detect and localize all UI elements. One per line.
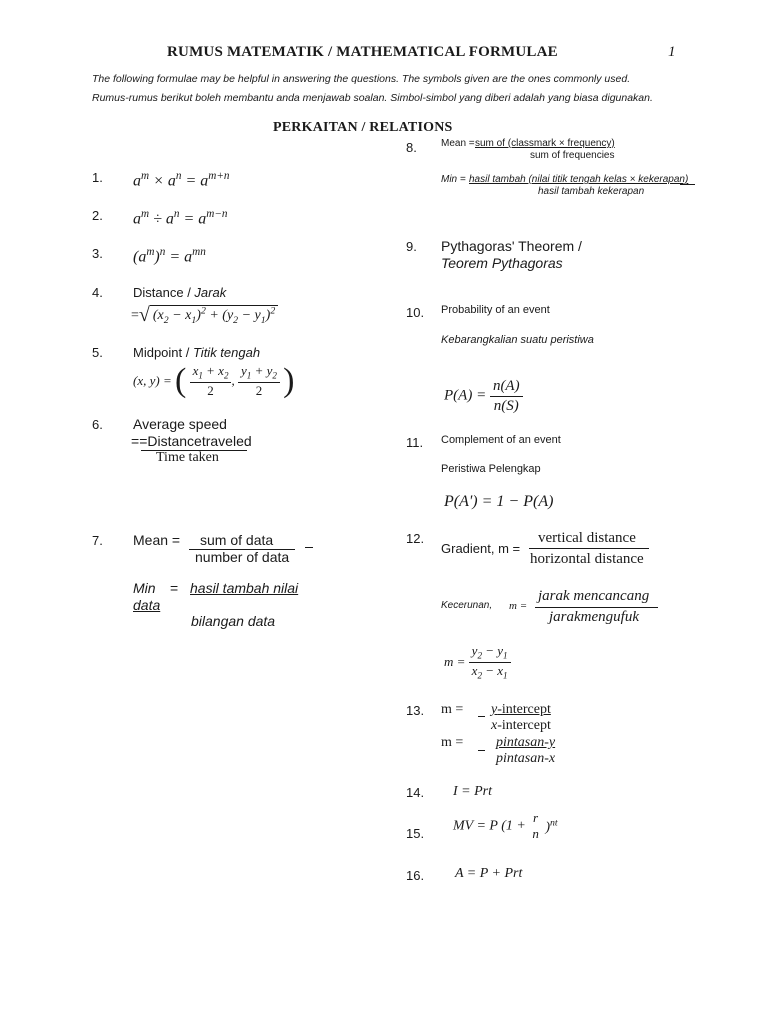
m-intercept-numerator: y-intercept (491, 702, 551, 717)
item-number-12: 12. (406, 531, 425, 546)
item-number-2: 2. (92, 208, 103, 223)
complement-label: Complement of an event (441, 434, 561, 446)
distance-label: Distance / Jarak (133, 285, 227, 300)
min-grouped-label: Min = (441, 174, 466, 185)
min-denominator: bilangan data (191, 613, 276, 629)
formula-power-multiply: $a^m \times a^n = a^{m+n}$ (133, 170, 230, 190)
mean-dash (305, 547, 313, 548)
min-grouped-denominator: hasil tambah kekerapan (538, 186, 645, 197)
formula-power-of-power: $(a^m)^n = a^{mn}$ (133, 246, 206, 266)
intro-malay: Rumus-rumus berikut boleh membantu anda menjawab soalan. Simbol-simbol yang diberi adalah yang biasa digunakan. (92, 92, 653, 104)
item-number-5: 5. (92, 345, 103, 360)
item-number-16: 16. (406, 868, 425, 883)
probability-label: Probability of an event (441, 304, 550, 316)
mean-grouped-denominator: sum of frequencies (530, 150, 615, 161)
pythagoras-label: Pythagoras' Theorem / (441, 238, 582, 254)
kecerunan-label: Kecerunan, (441, 600, 493, 611)
kecerunan-numerator: jarak mencancang (538, 588, 650, 604)
min-numerator-cont: data (133, 597, 161, 613)
probability-label-ms: Kebarangkalian suatu peristiwa (441, 334, 594, 346)
min-label: Min (133, 580, 156, 596)
min-grouped-numerator: hasil tambah (nilai titik tengah kelas × kekerapan) (469, 174, 689, 185)
formula-compound-interest: MV = P (1 + r n )$^{nt}$ (453, 810, 558, 842)
m-intercept-denominator: x-intercept (491, 718, 551, 733)
m-intercept-dash (478, 716, 485, 717)
kecerunan-denominator: jarakmengufuk (549, 609, 639, 625)
mean-grouped-label: Mean = (441, 138, 475, 149)
m-pintasan-denominator: pintasan-x (496, 751, 556, 766)
item-number-9: 9. (406, 239, 417, 254)
formula-complement: P(A') = 1 − P(A) (444, 493, 554, 510)
item-number-4: 4. (92, 285, 103, 300)
formula-simple-interest: I = Prt (453, 784, 492, 799)
section-title: PERKAITAN / RELATIONS (273, 120, 453, 135)
item-number-7: 7. (92, 533, 103, 548)
gradient-fraction-bar (529, 548, 649, 549)
page-title: RUMUS MATEMATIK / MATHEMATICAL FORMULAE (167, 44, 558, 60)
average-speed-label: Average speed (133, 416, 227, 432)
formula-probability: P(A) = $\frac{n(A)}{n(S)}$ (444, 378, 523, 414)
m-intercept-label: m = (441, 702, 464, 717)
min-grouped-dash (680, 184, 695, 185)
kecerunan-m: m = (509, 600, 528, 612)
gradient-label: Gradient, m = (441, 541, 521, 556)
formula-gradient-coordinates: m = $\frac{y_2 - y_1}{x_2 - x_1}$ (444, 644, 511, 680)
midpoint-label: Midpoint / Titik tengah (133, 345, 261, 360)
pythagoras-label-ms: Teorem Pythagoras (441, 255, 563, 271)
formula-midpoint: (x, y) = ( $\frac{x_1 + x_2}{2}$ , $\frac{y_1 + y_2}{2}$ ) (133, 362, 295, 399)
average-speed-denominator: Time taken (156, 450, 219, 465)
kecerunan-fraction-bar (535, 607, 658, 608)
m-pintasan-dash (478, 750, 485, 751)
item-number-10: 10. (406, 305, 425, 320)
item-number-11: 11. (406, 435, 424, 450)
item-number-14: 14. (406, 785, 425, 800)
complement-label-ms: Peristiwa Pelengkap (441, 463, 541, 475)
mean-grouped-numerator: sum of (classmark × frequency) (475, 138, 615, 149)
mean-denominator: number of data (195, 549, 290, 565)
mean-numerator: sum of data (200, 532, 274, 548)
min-equals: = (170, 580, 179, 596)
gradient-denominator: horizontal distance (530, 551, 644, 567)
mean-label: Mean = (133, 532, 181, 548)
item-number-1: 1. (92, 170, 103, 185)
gradient-numerator: vertical distance (538, 530, 636, 546)
formula-distance: =√ $(x_2 - x_1)^2 + (y_2 - y_1)^2$ (131, 304, 278, 327)
average-speed-numerator: ==Distancetraveled (131, 433, 252, 449)
min-numerator: hasil tambah nilai (190, 580, 299, 596)
formula-power-divide: $a^m \div a^n = a^{m-n}$ (133, 208, 228, 228)
item-number-3: 3. (92, 246, 103, 261)
item-number-13: 13. (406, 703, 425, 718)
m-pintasan-label: m = (441, 735, 464, 750)
item-number-8: 8. (406, 140, 417, 155)
formula-accumulated-amount: A = P + Prt (455, 866, 523, 881)
m-pintasan-numerator: pintasan-y (496, 735, 556, 750)
page-number: 1 (668, 44, 676, 60)
item-number-15: 15. (406, 826, 425, 841)
intro-english: The following formulae may be helpful in answering the questions. The symbols given are the ones commonly used. (92, 73, 631, 85)
item-number-6: 6. (92, 417, 103, 432)
